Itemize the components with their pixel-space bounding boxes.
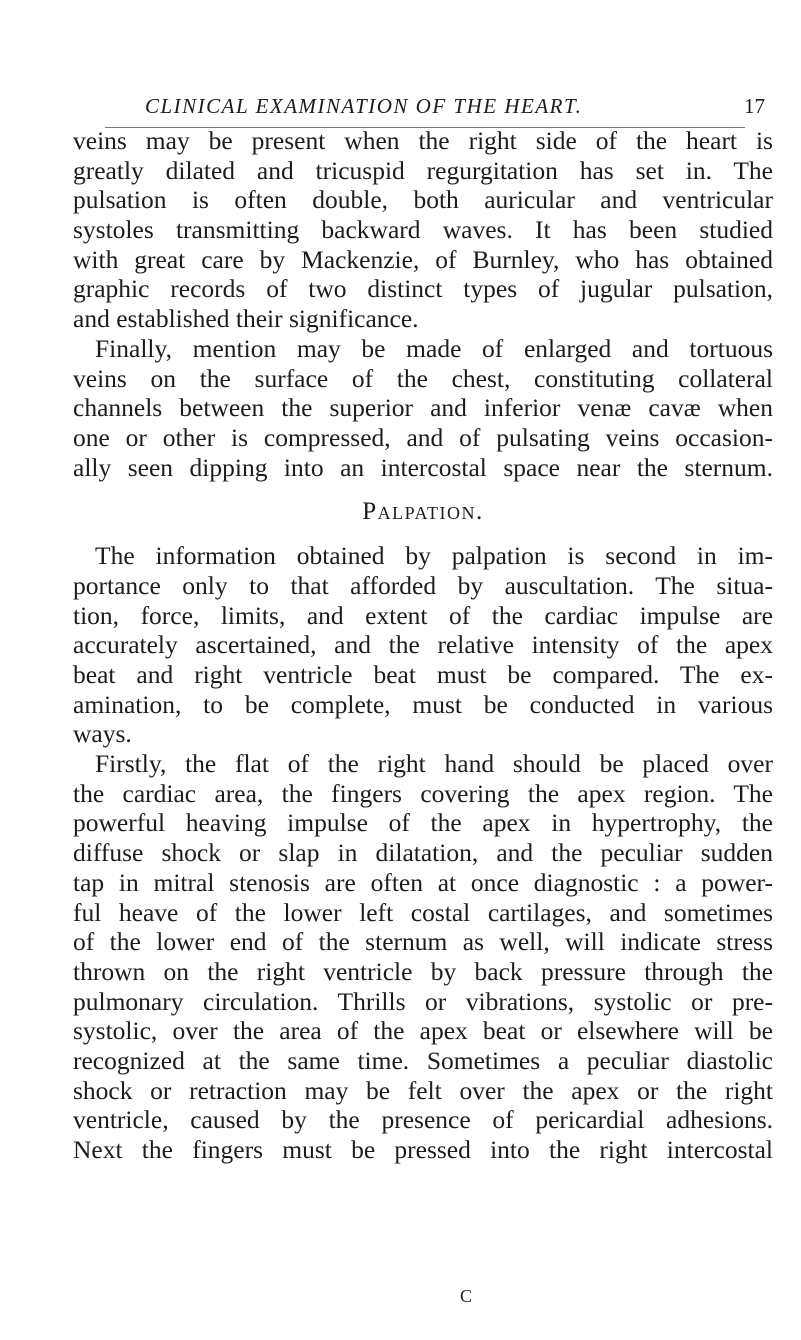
- text-line: ventricle, caused by the presence of pericardial adhesions.: [73, 1105, 773, 1135]
- paragraph-1: [73, 126, 773, 334]
- text-line: diffuse shock or slap in dilatation, and the peculiar sudden: [73, 838, 773, 868]
- text-line: tap in mitral stenosis are often at once diagnostic : a power-: [73, 867, 773, 897]
- text-line: of the lower end of the sternum as well, will indicate stress: [73, 927, 773, 957]
- paragraph-4: [73, 749, 773, 1165]
- text-line: accurately ascertained, and the relative intensity of the apex: [73, 630, 773, 660]
- text-line: with great care by Mackenzie, of Burnley, who has obtained: [73, 244, 773, 274]
- body-text: [73, 126, 773, 1165]
- text-line: pulmonary circulation. Thrills or vibrations, systolic or pre-: [73, 986, 773, 1016]
- text-line: beat and right ventricle beat must be compared. The ex-: [73, 660, 773, 689]
- text-line: the cardiac area, the fingers covering the apex region. The: [73, 778, 773, 808]
- text-line: systolic, over the area of the apex beat or elsewhere will be: [73, 1016, 773, 1046]
- text-line: powerful heaving impulse of the apex in hypertrophy, the: [73, 808, 773, 838]
- text-line: tion, force, limits, and extent of the cardiac impulse are: [73, 600, 773, 630]
- text-line: pulsation is often double, both auricular and ventricular: [73, 185, 773, 215]
- text-line: veins may be present when the right side of the heart is: [73, 126, 773, 155]
- text-line: shock or retraction may be felt over the apex or the right: [73, 1075, 773, 1105]
- header-title: CLINICAL EXAMINATION OF THE HEART.: [145, 94, 583, 118]
- text-line: Next the fingers must be pressed into the right intercostal: [73, 1135, 773, 1164]
- text-line: veins on the surface of the chest, constituting collateral: [73, 363, 773, 393]
- text-line: The information obtained by palpation is second in im-: [95, 541, 773, 571]
- text-line: Finally, mention may be made of enlarged and tortuous: [95, 333, 773, 363]
- text-line: systoles transmitting backward waves. It has been studied: [73, 215, 773, 245]
- text-line: portance only to that afforded by auscultation. The situa-: [73, 570, 773, 600]
- text-line: ways.: [73, 719, 132, 749]
- text-line: ful heave of the lower left costal cartilages, and sometimes: [73, 897, 773, 927]
- text-line: graphic records of two distinct types of jugular pulsation,: [73, 274, 773, 304]
- signature-mark: C: [460, 1286, 473, 1306]
- text-line: amination, to be complete, must be conducted in various: [73, 689, 773, 719]
- text-line: thrown on the right ventricle by back pressure through the: [73, 956, 773, 986]
- section-heading: Palpation.: [362, 498, 484, 526]
- text-line: and established their significance.: [73, 304, 419, 334]
- text-line: recognized at the same time. Sometimes a peculiar diastolic: [73, 1045, 773, 1075]
- text-line: Firstly, the flat of the right hand should be placed over: [95, 749, 773, 779]
- paragraph-2: [73, 334, 773, 482]
- paragraph-3: [73, 541, 773, 749]
- page-number: 17: [744, 94, 765, 118]
- running-header: [105, 94, 765, 124]
- text-line: channels between the superior and inferior venæ cavæ when: [73, 393, 773, 423]
- text-line: greatly dilated and tricuspid regurgitation has set in. The: [73, 155, 773, 185]
- text-line: one or other is compressed, and of pulsating veins occasion-: [73, 422, 773, 452]
- text-line: ally seen dipping into an intercostal space near the sternum.: [73, 452, 773, 482]
